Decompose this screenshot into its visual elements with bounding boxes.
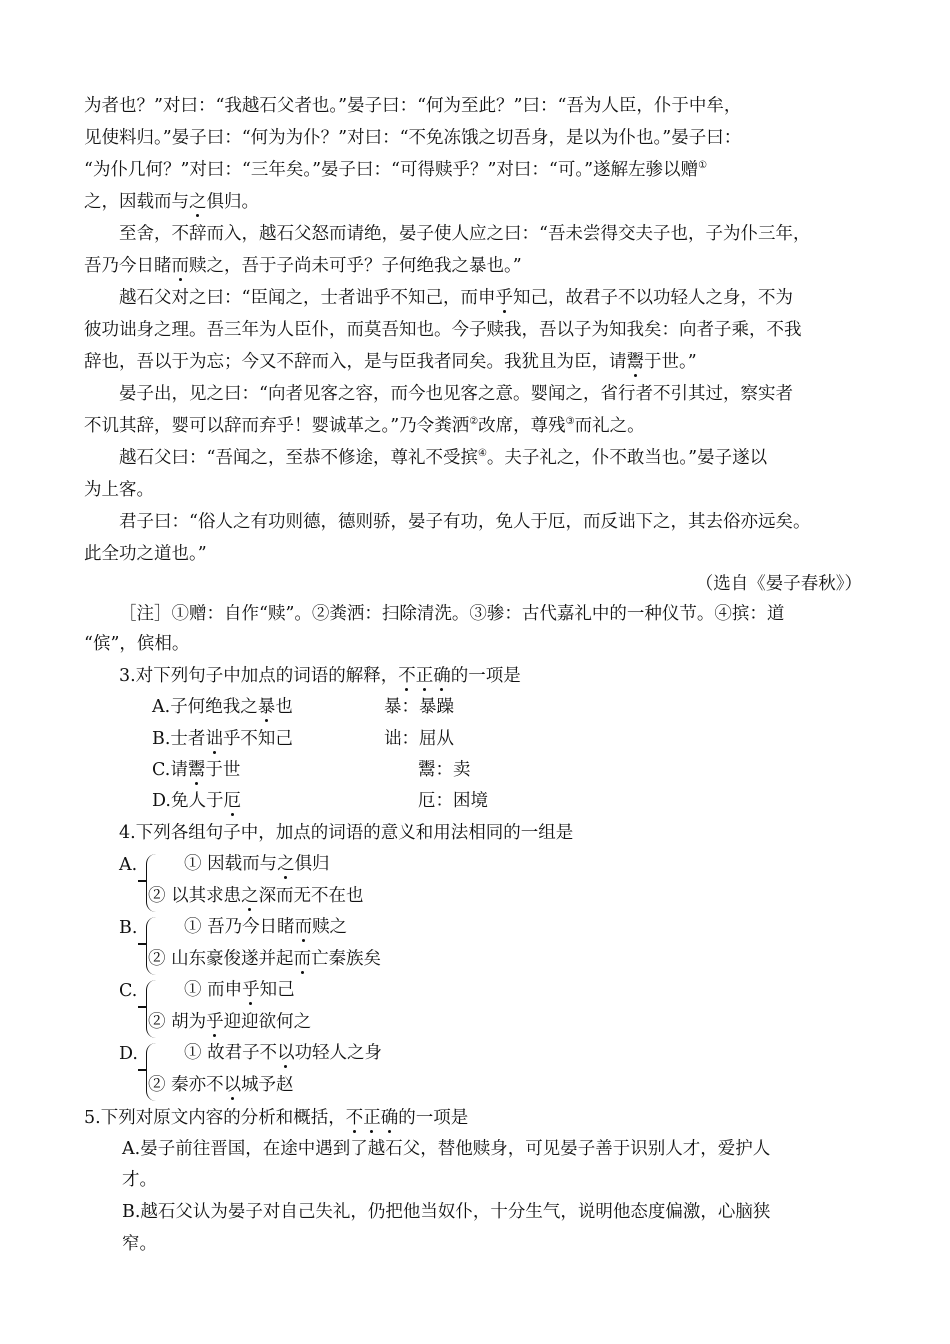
text-segment: 辞也，吾以于为忘；今又不辞而入，是与臣我者同矣。我犹且为臣，请 [84,352,627,372]
footnote-marker: ② [469,416,479,428]
text-segment: ① 故君子不 [184,1043,278,1063]
passage-line [84,158,707,182]
text-segment: A.子何绝我之 [152,697,258,717]
q5-option-b-cont [122,1232,157,1256]
emphasis-dot-char: 不 [398,666,416,686]
emphasis-dot-char: 鬻 [187,760,206,780]
emphasis-dot-char: 厄 [223,791,241,811]
passage-line [84,350,697,374]
text-segment: 3.对下列句子中加点的词语的解释， [119,666,399,686]
passage-line [119,510,810,534]
emphasis-dot-char: 而 [171,256,189,276]
q3-option-c-gloss: 鬻：卖 [418,760,471,780]
q4-b-sentence-2 [148,947,381,971]
emphasis-dot-char: 确 [380,1108,399,1128]
passage-line [84,318,802,342]
passage-line [119,382,793,406]
text-segment: 晏子出，见之曰：“向者见客之容，而今也见客之意。婴闻之，省行者不引其过，察实者 [119,384,793,404]
text-segment: 4.下列各组句子中，加点的词语的意义和用法相同的一组是 [119,823,574,843]
emphasis-dot-char: 正 [363,1108,381,1128]
text-segment: ② 胡为 [148,1012,207,1032]
text-segment: 知己，故君子不以功轻人之身，不为 [512,288,793,308]
text-segment: ① 而申 [184,980,243,1000]
q4-d-sentence-1 [184,1041,382,1065]
q5-option-a[interactable] [122,1137,770,1161]
passage-line [84,414,645,438]
text-segment: D.免人于 [152,791,224,811]
text-segment: 见使料归。”晏子曰：“何为为仆？”对曰：“不免冻饿之切吾身，是以为仆也。”晏子曰： [84,128,742,148]
text-segment: 知己 [259,980,295,1000]
question-4-stem [119,821,573,845]
passage-line [84,190,259,214]
text-segment: 于世 [205,760,241,780]
q3-option-c[interactable] [152,758,240,782]
text-segment: 而礼之。 [574,416,645,436]
text-segment: “傧”，傧相。 [84,634,190,654]
q3-option-d[interactable] [152,789,241,813]
text-segment: C.请 [152,760,188,780]
text-segment: 也 [275,697,293,717]
text-segment: 越石父曰：“吾闻之，至恭不修途，尊礼不受摈 [119,448,478,468]
text-segment: 亡秦族矣 [311,949,382,969]
text-segment: 彼功诎身之理。吾三年为人臣仆，而莫吾知也。今子赎我，吾以子为知我矣：向者子乘，不我 [84,320,802,340]
emphasis-dot-char: 乎 [206,1012,224,1032]
text-segment: 君子曰：“俗人之有功则德，德则骄，晏子有功，免人于厄，而反诎下之，其去俗亦远矣。 [119,512,811,532]
footnote-marker: ③ [565,416,575,428]
text-segment: 为上客。 [84,480,154,500]
passage-line [84,478,154,502]
text-segment: 至舍，不辞而入，越石父怒而请绝，晏子使人应之曰：“吾未尝得交夫子也，子为仆三年， [119,224,811,244]
emphasis-dot-char: 正 [415,666,434,686]
text-segment: 。夫子礼之，仆不敢当也。”晏子遂以 [486,448,768,468]
text-segment: 越石父对之曰：“臣闻之，士者诎乎不知己，而申 [119,288,496,308]
text-segment: 此全功之道也。” [84,544,207,564]
passage-line [119,286,793,310]
emphasis-dot-char: 而 [294,917,313,937]
q5-option-a-cont [122,1168,157,1192]
emphasis-dot-char: 之 [277,854,295,874]
q4-option-b-letter[interactable]: B. [119,918,138,938]
text-segment: 不讥其辞，婴可以辞而弃乎！婴诚革之。”乃令粪洒 [84,416,470,436]
text-segment: 深而无不在也 [258,886,364,906]
passage-line [84,94,741,118]
emphasis-dot-char: 确 [433,666,451,686]
passage-line [84,126,741,150]
q4-option-a-letter[interactable]: A. [119,855,138,875]
question-5-stem [84,1106,468,1130]
emphasis-dot-char: 乎 [495,288,513,308]
q4-b-sentence-1 [184,915,347,939]
text-segment: ② 秦亦不 [148,1075,224,1095]
text-segment: 乎不知己 [222,729,293,749]
emphasis-dot-char: 之 [241,886,259,906]
question-3-stem [119,664,521,688]
text-segment: 功轻人之身 [294,1043,383,1063]
emphasis-dot-char: 乎 [242,980,260,1000]
text-segment: 的一项是 [398,1108,469,1128]
text-segment: 赎之 [312,917,348,937]
q3-option-b[interactable] [152,727,293,751]
text-segment: A.晏子前往晋国，在途中遇到了越石父，替他赎身，可见晏子善于识别人才，爱护人 [122,1139,771,1159]
text-segment: ① 因载而与 [184,854,278,874]
text-segment: 俱归 [294,854,330,874]
passage-line [84,542,207,566]
text-segment: 俱归。 [206,192,259,212]
emphasis-dot-char: 诎 [205,729,223,749]
text-segment: ② 以其求患 [148,886,242,906]
text-segment: 赎之，吾于子尚未可乎？子何绝我之暴也。” [189,256,522,276]
text-segment: 于世。” [644,352,697,372]
text-segment: ［注］①赠：自作“赎”。②粪洒：扫除清洗。③骖：古代嘉礼中的一种仪节。④摈：道 [119,604,785,624]
q4-option-c-letter[interactable]: C. [119,981,138,1001]
q4-option-d-letter[interactable]: D. [119,1044,138,1064]
emphasis-dot-char: 不 [345,1108,364,1128]
text-segment: 改席，尊残 [478,416,566,436]
q3-option-a-gloss: 暴：暴躁 [384,697,454,717]
text-segment: 为者也？”对曰：“我越石父者也。”晏子曰：“何为至此？”曰：“吾为人臣，仆于中牟， [84,96,742,116]
text-segment: 城予赵 [241,1075,294,1095]
passage-line [119,446,767,470]
passage-line [84,254,522,278]
notes-line [84,632,189,656]
text-segment: 窄。 [122,1234,157,1254]
emphasis-dot-char: 之 [189,192,207,212]
q4-a-sentence-1 [184,852,330,876]
text-segment: 的一项是 [450,666,521,686]
text-segment: B.士者 [152,729,206,749]
text-segment: B.越石父认为晏子对自己失礼，仍把他当奴仆，十分生气，说明他态度偏激，心脑狭 [122,1202,771,1222]
emphasis-dot-char: 鬻 [626,352,644,372]
q4-c-sentence-2 [148,1010,311,1034]
q3-option-d-gloss: 厄：困境 [418,791,488,811]
text-segment: 吾乃今日睹 [84,256,172,276]
emphasis-dot-char: 而 [293,949,312,969]
emphasis-dot-char: 暴 [257,697,276,717]
text-segment: ② 山东豪俊遂并起 [148,949,294,969]
notes-line [119,602,784,626]
source-citation: （选自《晏子春秋》） [695,574,862,594]
q4-a-sentence-2 [148,884,364,908]
text-segment: 5.下列对原文内容的分析和概括， [84,1108,346,1128]
q3-option-a[interactable] [152,695,293,719]
passage-line [119,222,810,246]
text-segment: 之，因载而与 [84,192,189,212]
q3-option-b-gloss: 诎：屈从 [384,729,454,749]
text-segment: ① 吾乃今日睹 [184,917,295,937]
footnote-marker: ① [698,160,708,172]
q4-d-sentence-2 [148,1073,294,1097]
text-segment: “为仆几何？”对曰：“三年矣。”晏子曰：“可得赎乎？”对曰：“可。”遂解左骖以赠 [84,160,699,180]
text-segment: 迎迎欲何之 [223,1012,312,1032]
q5-option-b[interactable] [122,1200,770,1224]
q4-c-sentence-1 [184,978,295,1002]
footnote-marker: ④ [477,448,487,460]
emphasis-dot-char: 以 [223,1075,242,1095]
emphasis-dot-char: 以 [277,1043,295,1063]
text-segment: 才。 [122,1170,157,1190]
